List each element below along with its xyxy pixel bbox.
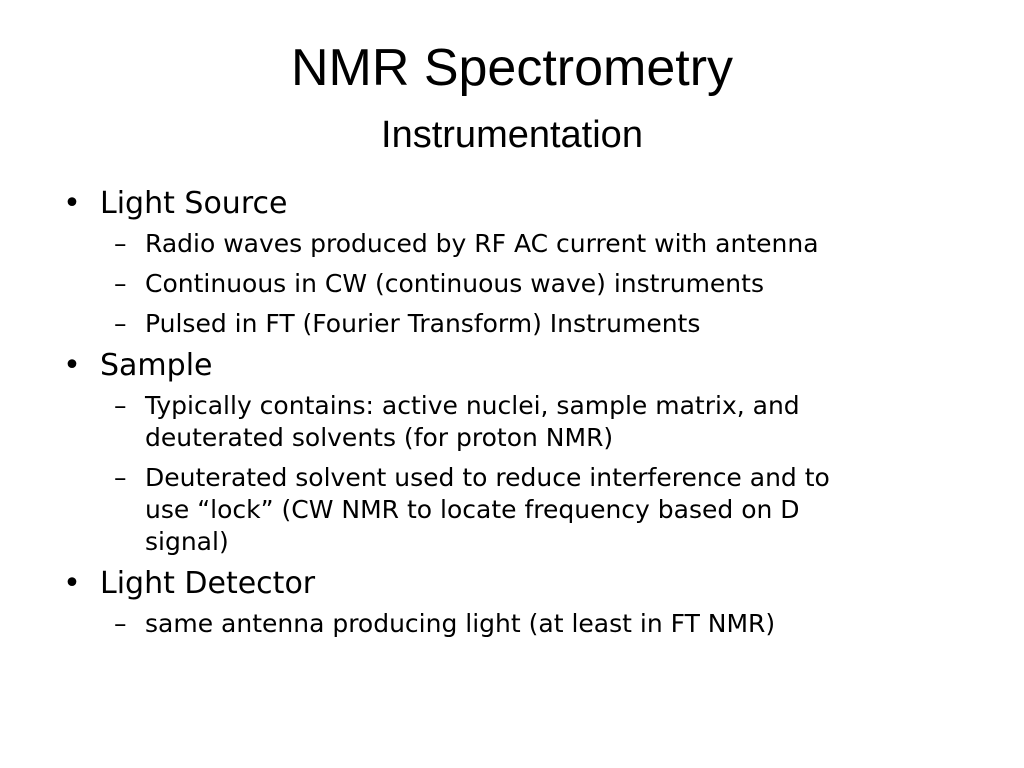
- list-item: [62, 566, 952, 602]
- dash-icon: –: [114, 609, 127, 638]
- list-item: [62, 268, 952, 300]
- bullet-icon: •: [63, 348, 81, 383]
- section-light-source: [62, 186, 952, 340]
- sub-item-text: Radio waves produced by RF AC current with antenna: [145, 229, 819, 258]
- list-item: [62, 390, 865, 454]
- list-item: [62, 608, 952, 640]
- list-item: [62, 308, 952, 340]
- sub-item-text: Pulsed in FT (Fourier Transform) Instruments: [145, 309, 701, 338]
- dash-icon: –: [114, 269, 127, 298]
- dash-icon: –: [114, 309, 127, 338]
- list-item: [62, 186, 952, 222]
- bullet-icon: •: [63, 186, 81, 221]
- dash-icon: –: [114, 463, 127, 492]
- sub-item-text: same antenna producing light (at least in FT NMR): [145, 609, 776, 638]
- section-light-detector: [62, 566, 952, 640]
- slide-subtitle: Instrumentation: [381, 114, 643, 156]
- list-item: [62, 348, 952, 384]
- dash-icon: –: [114, 229, 127, 258]
- sub-item-text: Deuterated solvent used to reduce interference and to use “lock” (CW NMR to locate frequency based on D signal): [145, 463, 830, 556]
- sub-item-text: Continuous in CW (continuous wave) instruments: [145, 269, 764, 298]
- section-heading: Light Source: [100, 186, 288, 221]
- section-heading: Light Detector: [100, 566, 316, 601]
- bullet-icon: •: [63, 566, 81, 601]
- list-item: [62, 228, 845, 260]
- bullet-list: [62, 182, 952, 648]
- list-item: [62, 462, 860, 558]
- slide-title: NMR Spectrometry: [290, 39, 734, 97]
- section-heading: Sample: [100, 348, 213, 383]
- section-sample: [62, 348, 952, 558]
- dash-icon: –: [114, 391, 127, 420]
- sub-item-text: Typically contains: active nuclei, sample matrix, and deuterated solvents (for proton NMR): [145, 391, 800, 452]
